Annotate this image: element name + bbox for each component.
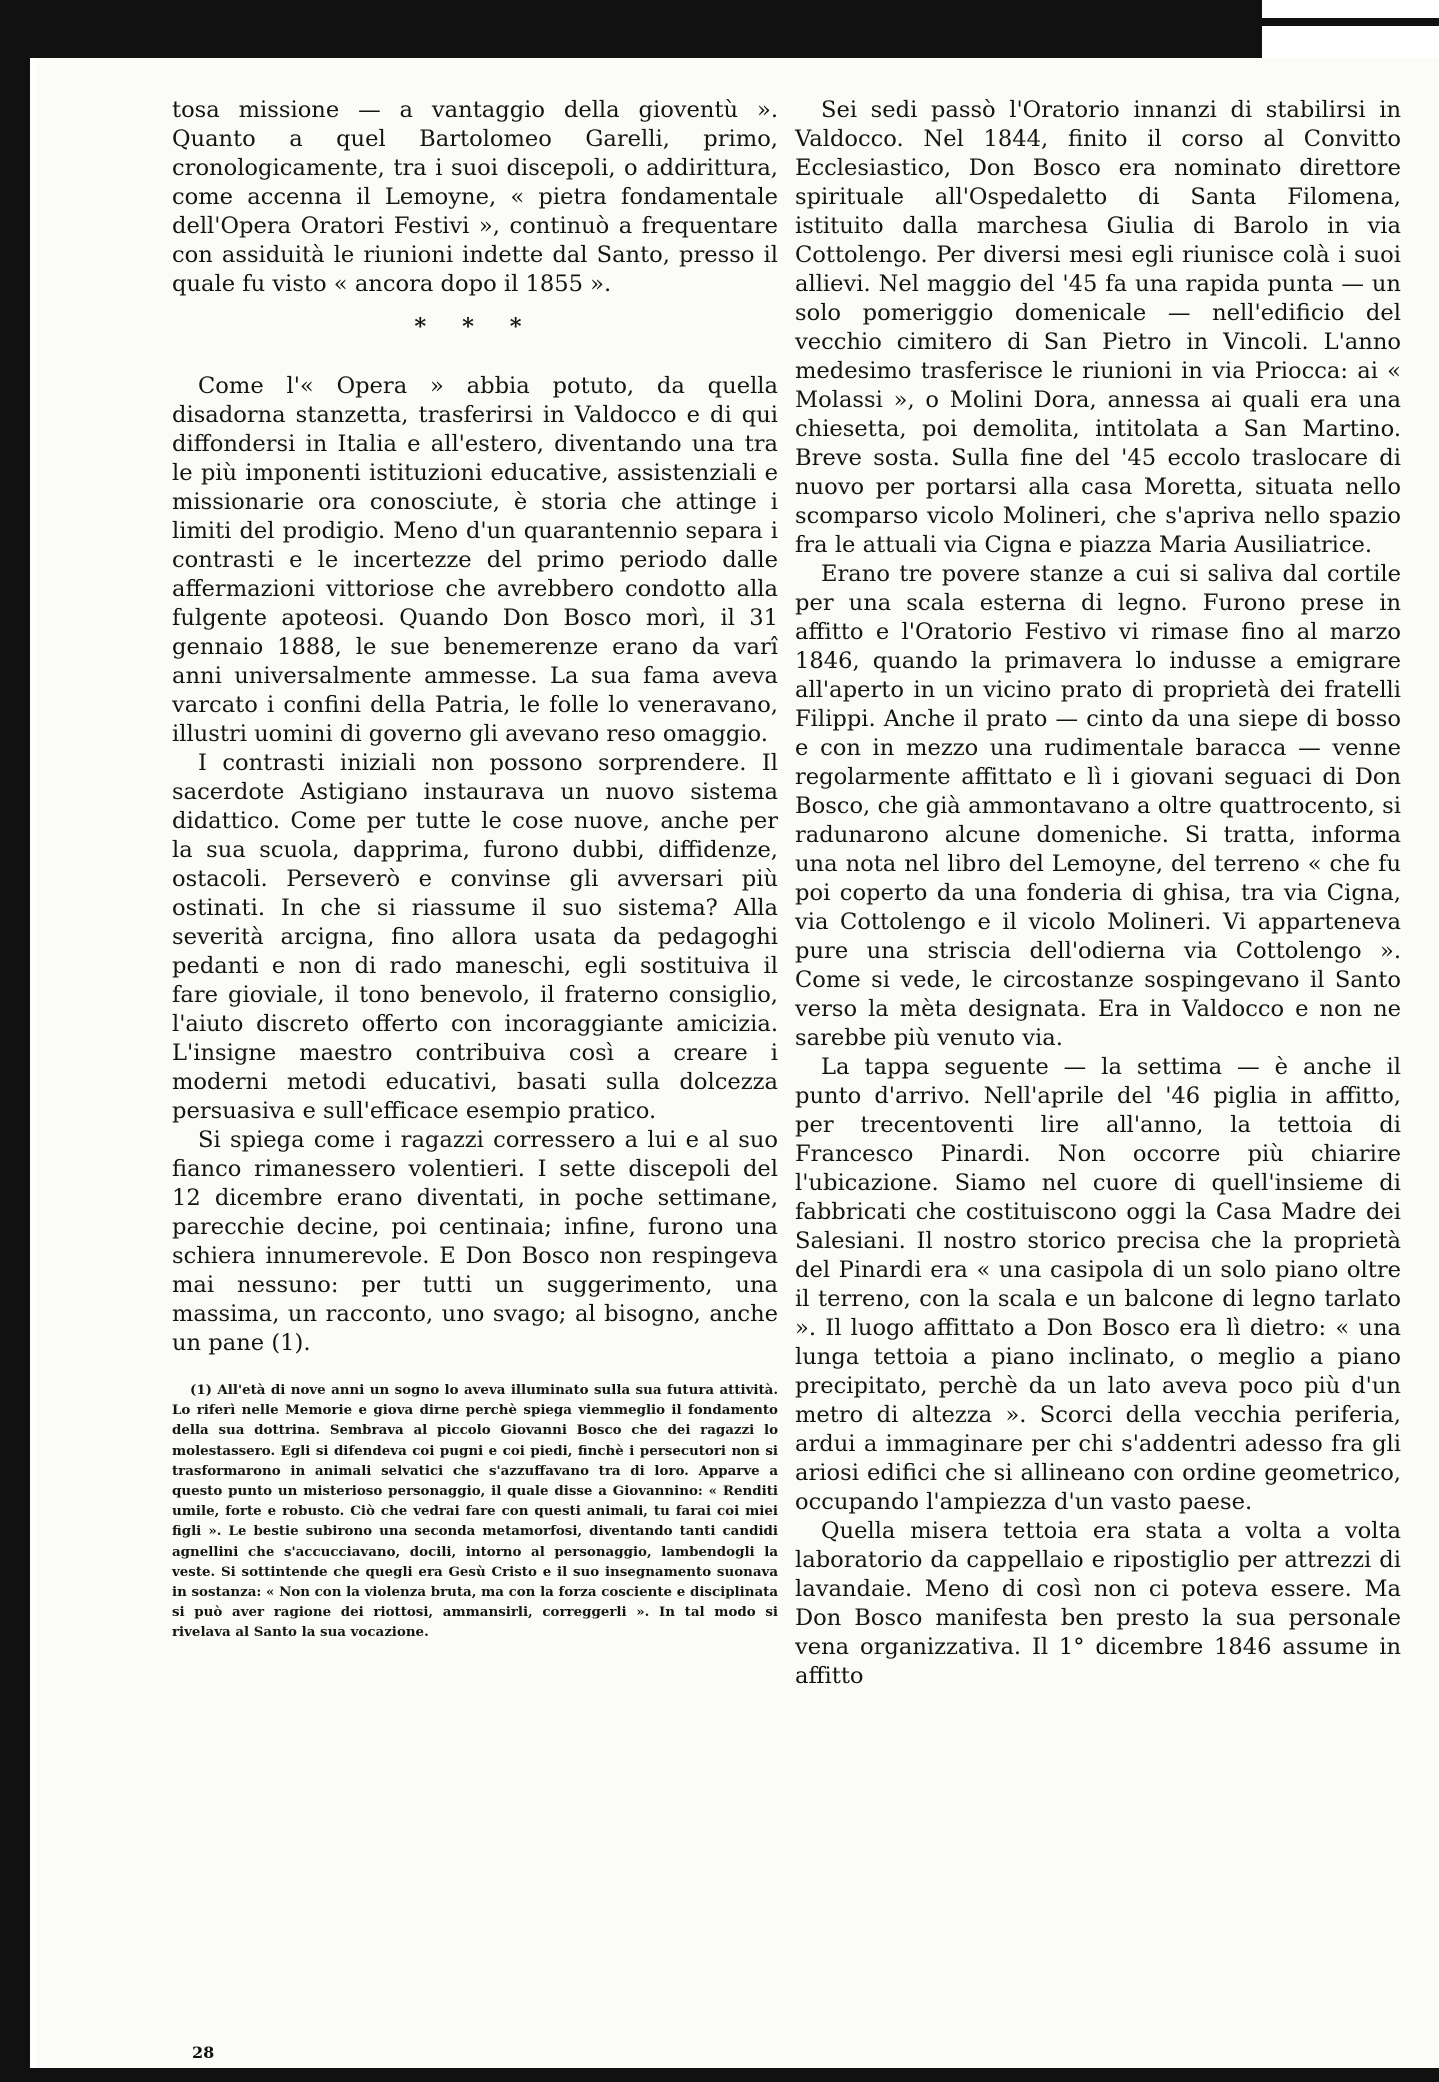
right-column bbox=[795, 96, 1401, 1691]
book-page bbox=[36, 58, 1438, 2068]
paragraph: Sei sedi passò l'Oratorio innanzi di stabilirsi in Valdocco. Nel 1844, finito il corso al Convitto Ecclesiastico, Don Bosco era nominato direttore spirituale all'Ospedaletto di Santa Filomena, istituito dalla marchesa Giulia di Barolo in via Cottolengo. Per diversi mesi egli riunisce colà i suoi allievi. Nel maggio del '45 fa una rapida punta — un solo pomeriggio domenicale — nell'edificio del vecchio cimitero di San Pietro in Vincoli. L'anno medesimo trasferisce le riunioni in via Priocca: ai « Molassi », o Molini Dora, annessa ai quali era una chiesetta, poi demolita, intitolata a San Martino. Breve sosta. Sulla fine del '45 eccolo traslocare di nuovo per portarsi alla casa Moretta, situata nello scomparso vicolo Molineri, che s'apriva nello spazio fra le attuali via Cigna e piazza Maria Ausiliatrice. bbox=[795, 97, 1401, 558]
paragraph: I contrasti iniziali non possono sorprendere. Il sacerdote Astigiano instaurava un nuovo sistema didattico. Come per tutte le cose nuove, anche per la sua scuola, dapprima, furono dubbi, diffidenze, ostacoli. Perseverò e convinse gli avversari più ostinati. In che si riassume il suo sistema? Alla severità arcigna, fino allora usata da pedagoghi pedanti e non di rado maneschi, egli sostituiva il fare gioviale, il tono benevolo, il fraterno consiglio, l'aiuto discreto offerto con incoraggiante amicizia. L'insigne maestro contribuiva così a creare i moderni metodi educativi, basati sulla dolcezza persuasiva e sull'efficace esempio pratico. bbox=[172, 750, 778, 1124]
paragraph: Si spiega come i ragazzi corressero a lui e al suo fianco rimanessero volentieri. I sette discepoli del 12 dicembre erano diventati, in poche settimane, parecchie decine, poi centinaia; infine, furono una schiera innumerevole. E Don Bosco non respingeva mai nessuno: per tutti un suggerimento, una massima, un racconto, uno svago; al bisogno, anche un pane (1). bbox=[172, 1127, 778, 1356]
scan-border-left bbox=[0, 0, 30, 2082]
footnote: (1) All'età di nove anni un sogno lo aveva illuminato sulla sua futura attività. Lo riferì nelle Memorie e giova dirne perchè spiega viemmeglio il fondamento della sua dottrina. Sembrava al piccolo Giovanni Bosco che dei ragazzi lo molestassero. Egli si difendeva coi pugni e coi piedi, finchè i persecutori non si trasformarono in animali selvatici che s'azzuffavano tra di loro. Apparve a questo punto un misterioso personaggio, il quale disse a Giovannino: « Renditi umile, forte e robusto. Ciò che vedrai fare con questi animali, tu farai coi miei figli ». Le bestie subirono una seconda metamorfosi, diventando tanti candidi agnellini che s'accucciavano, docili, intorno al personaggio, lambendogli la veste. Si sottintende che quegli era Gesù Cristo e il suo insegnamento suonava in sostanza: « Non con la violenza bruta, ma con la forza cosciente e disciplinata si può aver ragione dei riottosi, ammansirli, correggerli ». In tal modo si rivelava al Santo la sua vocazione. bbox=[172, 1382, 778, 1641]
paragraph: tosa missione — a vantaggio della gioventù ». Quanto a quel Bartolomeo Garelli, primo, cronologicamente, tra i suoi discepoli, o addirittura, come accenna il Lemoyne, « pietra fondamentale dell'Opera Oratori Festivi », continuò a frequentare con assiduità le riunioni indette dal Santo, presso il quale fu visto « ancora dopo il 1855 ». bbox=[172, 97, 778, 297]
scan-border-top-edge bbox=[1262, 18, 1439, 26]
left-column bbox=[172, 96, 778, 1643]
paragraph: Come l'« Opera » abbia potuto, da quella disadorna stanzetta, trasferirsi in Valdocco e di qui diffondersi in Italia e all'estero, diventando una tra le più imponenti istituzioni educative, assistenziali e missionarie ora conosciute, è storia che attinge i limiti del prodigio. Meno d'un quarantennio separa i contrasti e le incertezze del primo periodo dalle affermazioni vittoriose che avrebbero condotto alla fulgente apoteosi. Quando Don Bosco morì, il 31 gennaio 1888, le sue benemerenze erano da varî anni universalmente ammesse. La sua fama aveva varcato i confini della Patria, le folle lo veneravano, illustri uomini di governo gli avevano reso omaggio. bbox=[172, 373, 778, 747]
paragraph: La tappa seguente — la settima — è anche il punto d'arrivo. Nell'aprile del '46 piglia in affitto, per trecentoventi lire all'anno, la tettoia di Francesco Pinardi. Non occorre più chiarire l'ubicazione. Siamo nel cuore di quell'insieme di fabbricati che costituiscono oggi la Casa Madre dei Salesiani. Il nostro storico precisa che la proprietà del Pinardi era « una casipola di un solo piano oltre il terreno, con la scala e un balcone di legno tarlato ». Il luogo affittato a Don Bosco era lì dietro: « una lunga tettoia a piano inclinato, o meglio a piano precipitato, perchè da un lato aveva poco più d'un metro di altezza ». Scorci della vecchia periferia, ardui a immaginare per chi s'addentri adesso fra gli ariosi edifici che si allineano con ordine geometrico, occupando l'ampiezza d'un vasto paese. bbox=[795, 1054, 1401, 1515]
paragraph: Quella misera tettoia era stata a volta a volta laboratorio da cappellaio e ripostiglio per attrezzi di lavandaie. Meno di così non ci poteva essere. Ma Don Bosco manifesta ben presto la sua personale vena organizzativa. Il 1° dicembre 1846 assume in affitto bbox=[795, 1518, 1401, 1689]
page-number: 28 bbox=[192, 2043, 215, 2062]
scan-border-top bbox=[0, 0, 1262, 58]
paragraph: Erano tre povere stanze a cui si saliva dal cortile per una scala esterna di legno. Furono prese in affitto e l'Oratorio Festivo vi rimase fino al marzo 1846, quando la primavera lo indusse a emigrare all'aperto in un vicino prato di proprietà dei fratelli Filippi. Anche il prato — cinto da una siepe di bosso e con in mezzo una rudimentale baracca — venne regolarmente affittato e lì i giovani seguaci di Don Bosco, che già ammontavano a oltre quattrocento, si radunarono alcune domeniche. Si tratta, informa una nota nel libro del Lemoyne, del terreno « che fu poi coperto da una fonderia di ghisa, tra via Cigna, via Cottolengo e il vicolo Molineri. Vi apparteneva pure una striscia dell'odierna via Cottolengo ». Come si vede, le circostanze sospingevano il Santo verso la mèta designata. Era in Valdocco e non ne sarebbe più venuto via. bbox=[795, 561, 1401, 1051]
scan-border-bottom bbox=[0, 2068, 1439, 2082]
section-separator: * * * bbox=[414, 314, 536, 340]
